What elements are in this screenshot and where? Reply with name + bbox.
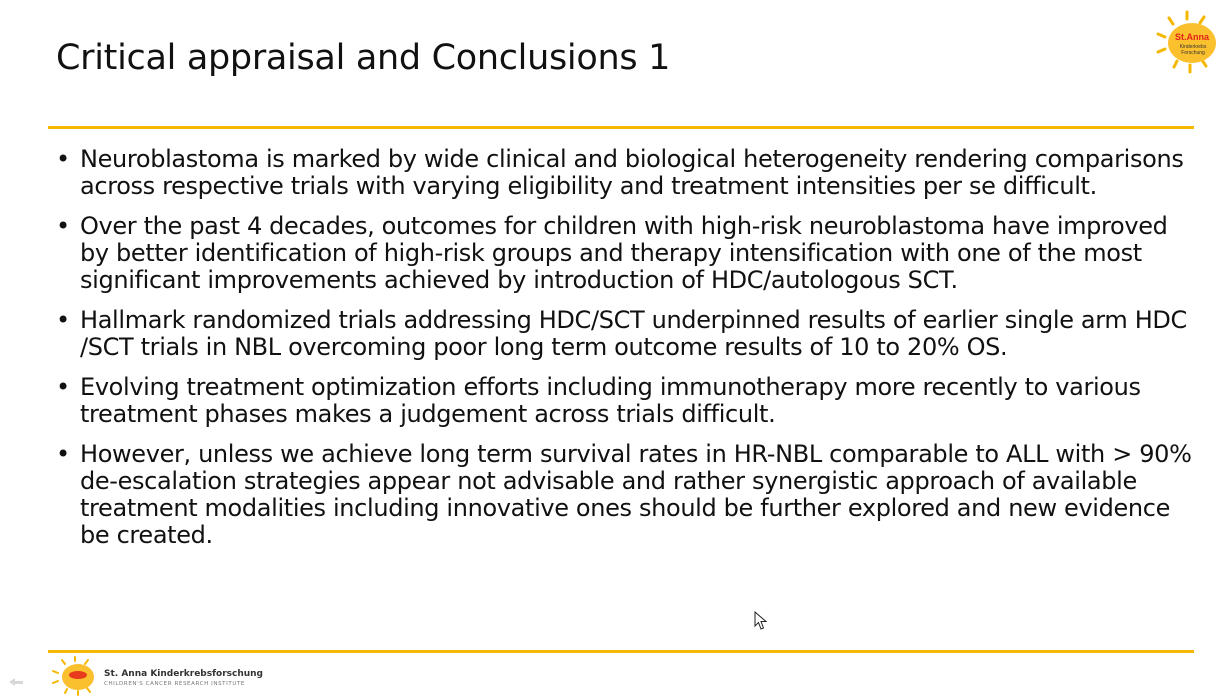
- slide-nav-icon[interactable]: [8, 676, 24, 686]
- bullet-text: However, unless we achieve long term survival rates in HR-NBL comparable to ALL with > 90% de-escalation strategies appear not advisable and rather synergistic approach of available treatment modalities including innovative ones should be further explored and new evidence be created.: [80, 440, 1192, 549]
- footer-org-name: St. Anna Kinderkrebsforschung: [104, 669, 263, 679]
- bullet-marker: •: [56, 145, 70, 173]
- footer-logo-icon: [50, 656, 100, 696]
- bullet-item: [56, 441, 1196, 549]
- title-divider: [48, 126, 1194, 129]
- bullet-item: [56, 146, 1196, 200]
- bullet-marker: •: [56, 373, 70, 401]
- bullet-text: Neuroblastoma is marked by wide clinical and biological heterogeneity rendering comparisons across respective trials with varying eligibility and treatment intensities per se difficult.: [80, 145, 1184, 200]
- bullet-list: [56, 146, 1196, 562]
- bullet-text: Hallmark randomized trials addressing HDC/SCT underpinned results of earlier single arm HDC /SCT trials in NBL overcoming poor long term outcome results of 10 to 20% OS.: [80, 306, 1187, 361]
- st-anna-logo-icon: [1154, 10, 1220, 74]
- bullet-text: Over the past 4 decades, outcomes for children with high-risk neuroblastoma have improved by better identification of high-risk groups and therapy intensification with one of the most significant improvements achieved by introduction of HDC/autologous SCT.: [80, 212, 1168, 294]
- mouse-cursor-icon: [754, 611, 768, 631]
- slide-title: Critical appraisal and Conclusions 1: [56, 38, 671, 78]
- svg-text:St.Anna: St.Anna: [1174, 32, 1210, 42]
- bullet-item: [56, 374, 1196, 428]
- bullet-text: Evolving treatment optimization efforts including immunotherapy more recently to various treatment phases makes a judgement across trials difficult.: [80, 373, 1141, 428]
- footer-org-subtitle: CHILDREN'S CANCER RESEARCH INSTITUTE: [104, 681, 245, 687]
- bullet-marker: •: [56, 440, 70, 468]
- bullet-marker: •: [56, 212, 70, 240]
- bullet-marker: •: [56, 306, 70, 334]
- bullet-item: [56, 213, 1196, 294]
- footer-divider: [48, 650, 1194, 653]
- svg-text:Kinderkrebs: Kinderkrebs: [1179, 44, 1207, 50]
- svg-text:Forschung: Forschung: [1181, 50, 1205, 56]
- bullet-item: [56, 307, 1196, 361]
